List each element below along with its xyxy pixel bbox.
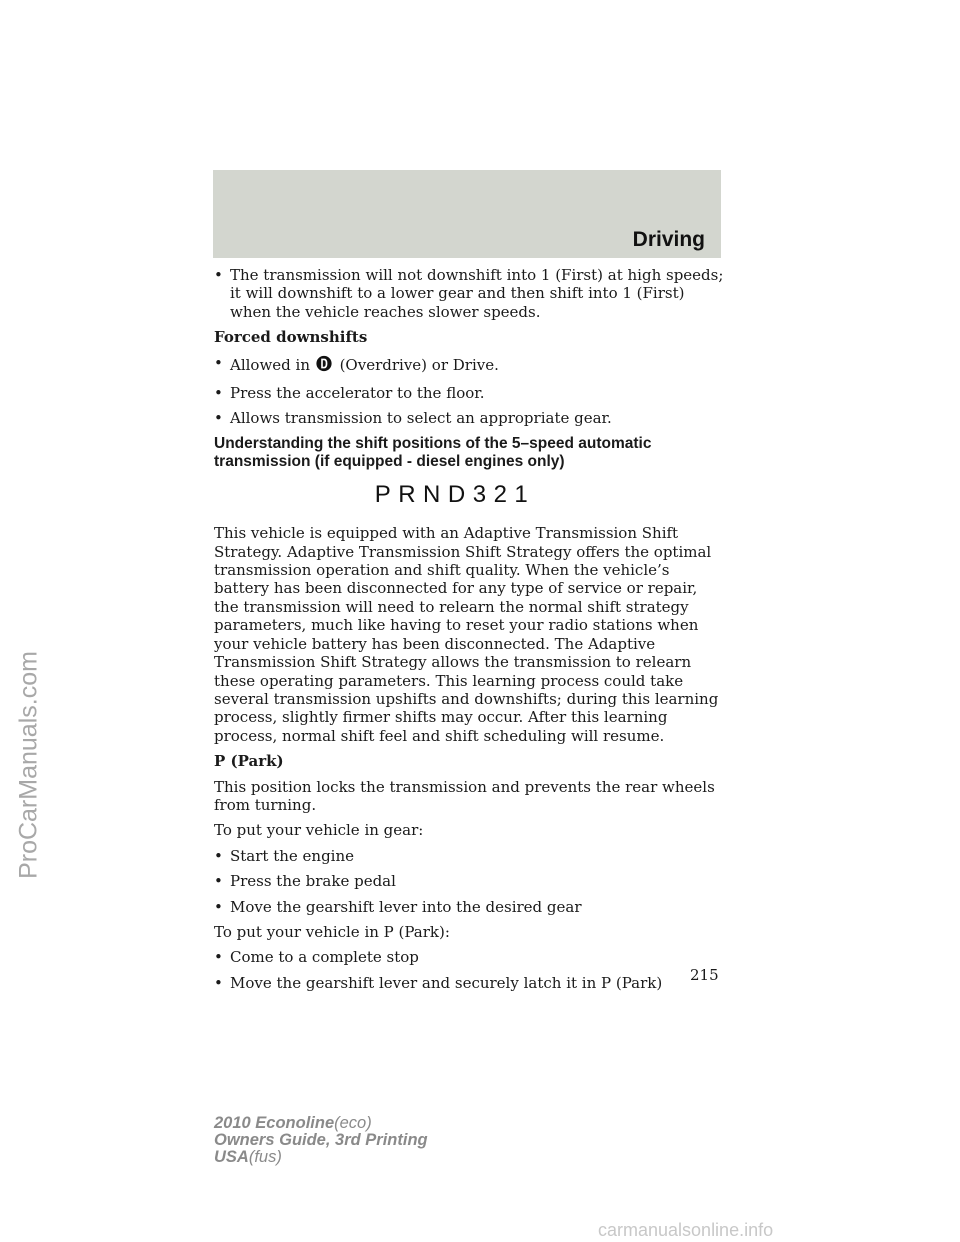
footer-line-3 bbox=[214, 1149, 428, 1166]
park-heading: P (Park) bbox=[214, 752, 284, 771]
page-content bbox=[214, 266, 726, 999]
overdrive-icon bbox=[316, 354, 332, 377]
section-title: Driving bbox=[632, 228, 705, 251]
five-speed-heading: Understanding the shift positions of the 5–speed automatic transmission (if equipped - diesel engines only) bbox=[214, 434, 652, 471]
bullet-item-allowed bbox=[214, 354, 726, 377]
bullet-item: • Move the gearshift lever into the desired gear bbox=[214, 898, 726, 916]
bullet-item: • Press the brake pedal bbox=[214, 872, 726, 890]
footer-model: 2010 Econoline bbox=[214, 1114, 335, 1132]
gear-indicator: PRND321 bbox=[374, 480, 536, 508]
footer-line-2: Owners Guide, 3rd Printing bbox=[214, 1131, 428, 1149]
footer-line-1 bbox=[214, 1115, 428, 1132]
bullet-item: • Move the gearshift lever and securely latch it in P (Park) bbox=[214, 974, 726, 992]
bullet-item: • Start the engine bbox=[214, 847, 726, 865]
bullet-item: • Allows transmission to select an appropriate gear. bbox=[214, 409, 726, 427]
bullet-item: • Come to a complete stop bbox=[214, 948, 726, 966]
allowed-suffix: (Overdrive) or Drive. bbox=[339, 355, 499, 374]
allowed-prefix: Allowed in bbox=[230, 355, 311, 374]
footer-region-code: (fus) bbox=[248, 1148, 282, 1166]
page-number: 215 bbox=[690, 966, 719, 984]
section-header-band bbox=[213, 170, 721, 258]
bullet-item: • Press the accelerator to the floor. bbox=[214, 384, 726, 402]
forced-downshifts-heading: Forced downshifts bbox=[214, 328, 368, 347]
footer-region: USA bbox=[214, 1148, 249, 1166]
bullet-item: • The transmission will not downshift into 1 (First) at high speeds; it will downshift to a lower gear and then shift into 1 (First) when the vehicle reaches slower speeds. bbox=[214, 266, 726, 321]
footer bbox=[214, 1115, 428, 1166]
adaptive-strategy-paragraph: This vehicle is equipped with an Adaptive Transmission Shift Strategy. Adaptive Transmission Shift Strategy offers the optimal transmission operation and shift quality. When the vehicle’s battery has been disconnected for any type of service or repair, the transmission will need to relearn the normal shift strategy parameters, much like having to reset your radio stations when your vehicle battery has been disconnected. The Adaptive Transmission Shift Strategy allows the transmission to relearn these operating parameters. This learning process could take several transmission upshifts and downshifts; during this learning process, slightly firmer shifts may occur. After this learning process, normal shift feel and shift scheduling will resume. bbox=[214, 524, 719, 745]
footer-model-code: (eco) bbox=[334, 1114, 372, 1132]
watermark-text: ProCarManuals.com bbox=[14, 651, 43, 879]
park-intro: To put your vehicle in P (Park): bbox=[214, 922, 450, 941]
gear-intro: To put your vehicle in gear: bbox=[214, 821, 424, 840]
site-url: carmanualsonline.info bbox=[598, 1220, 774, 1240]
watermark bbox=[4, 520, 54, 1010]
park-description: This position locks the transmission and prevents the rear wheels from turning. bbox=[214, 777, 715, 814]
